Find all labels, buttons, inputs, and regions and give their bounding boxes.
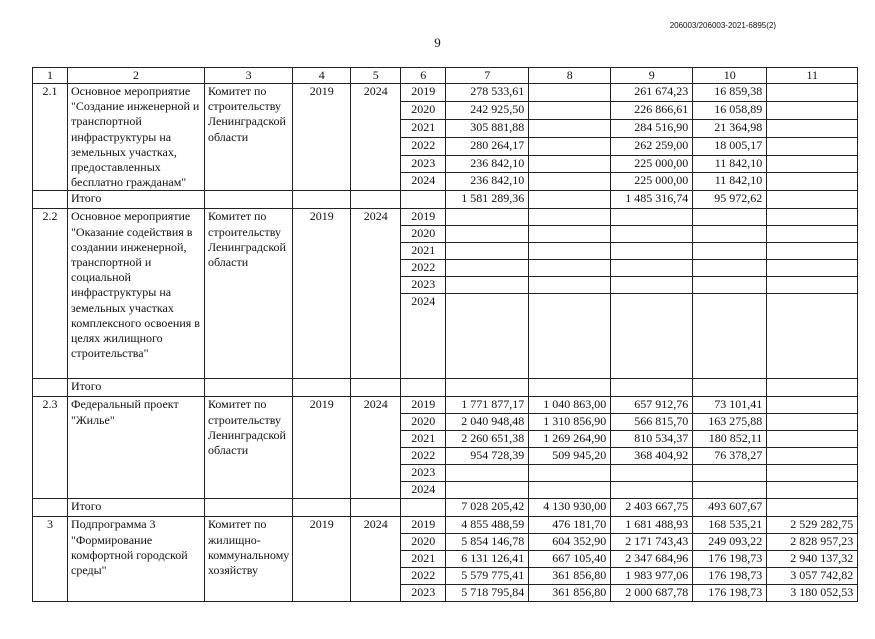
header-cell: 10: [693, 68, 767, 84]
end-year: 2024: [351, 397, 401, 499]
year-cell: 2021: [401, 431, 446, 448]
year-cell: 2021: [401, 551, 446, 568]
value-cell: [529, 173, 611, 191]
value-cell: [529, 260, 611, 277]
executor: Комитет по строительству Ленинградской области: [205, 209, 293, 379]
value-cell: 2 940 137,32: [767, 551, 858, 568]
value-cell: 236 842,10: [446, 155, 529, 173]
value-cell: 11 842,10: [693, 173, 767, 191]
total-value: 1 485 316,74: [611, 191, 693, 209]
end-year: 2024: [351, 209, 401, 379]
value-cell: [693, 465, 767, 482]
total-empty-cell: [293, 191, 351, 209]
table-row: [33, 84, 858, 102]
total-value: [446, 379, 529, 397]
value-cell: 361 856,80: [529, 585, 611, 602]
value-cell: 225 000,00: [611, 155, 693, 173]
year-cell: 2019: [401, 209, 446, 226]
value-cell: [529, 119, 611, 137]
header-cell: 1: [33, 68, 68, 84]
total-value: [767, 379, 858, 397]
value-cell: 3 057 742,82: [767, 568, 858, 585]
total-value: 2 403 667,75: [611, 499, 693, 517]
value-cell: [767, 84, 858, 102]
header-cell: 5: [351, 68, 401, 84]
value-cell: [767, 465, 858, 482]
header-cell: 6: [401, 68, 446, 84]
table-row: [33, 397, 858, 414]
value-cell: [529, 101, 611, 119]
total-num-cell: [33, 499, 68, 517]
header-cell: 3: [205, 68, 293, 84]
value-cell: 11 842,10: [693, 155, 767, 173]
value-cell: [767, 448, 858, 465]
value-cell: 361 856,80: [529, 568, 611, 585]
value-cell: [529, 226, 611, 243]
value-cell: 262 259,00: [611, 137, 693, 155]
value-cell: 1 983 977,06: [611, 568, 693, 585]
value-cell: [611, 226, 693, 243]
value-cell: [767, 155, 858, 173]
total-value: [529, 191, 611, 209]
value-cell: [767, 173, 858, 191]
value-cell: [446, 482, 529, 499]
value-cell: 6 131 126,41: [446, 551, 529, 568]
section-description: Основное мероприятие "Создание инженерной и транспортной инфраструктуры на земельных участках, предоставленных бесплатно гражданам": [68, 84, 205, 191]
total-empty-cell: [293, 499, 351, 517]
section-description: Федеральный проект "Жилье": [68, 397, 205, 499]
value-cell: 76 378,27: [693, 448, 767, 465]
value-cell: 1 771 877,17: [446, 397, 529, 414]
value-cell: [446, 209, 529, 226]
value-cell: 5 854 146,78: [446, 534, 529, 551]
year-cell: 2022: [401, 568, 446, 585]
executor: Комитет по строительству Ленинградской области: [205, 84, 293, 191]
value-cell: [767, 431, 858, 448]
value-cell: 2 828 957,23: [767, 534, 858, 551]
end-year: 2024: [351, 84, 401, 191]
value-cell: [529, 465, 611, 482]
total-empty-cell: [351, 379, 401, 397]
value-cell: [529, 294, 611, 379]
value-cell: [611, 277, 693, 294]
value-cell: [693, 243, 767, 260]
value-cell: 236 842,10: [446, 173, 529, 191]
total-value: [767, 499, 858, 517]
total-empty-cell: [351, 499, 401, 517]
total-empty-cell: [401, 379, 446, 397]
value-cell: [611, 465, 693, 482]
value-cell: 176 198,73: [693, 551, 767, 568]
section-description: Подпрограмма 3 "Формирование комфортной городской среды": [68, 517, 205, 602]
total-empty-cell: [293, 379, 351, 397]
value-cell: [446, 277, 529, 294]
total-num-cell: [33, 191, 68, 209]
value-cell: [529, 277, 611, 294]
year-cell: 2019: [401, 517, 446, 534]
total-row: [33, 191, 858, 209]
value-cell: 261 674,23: [611, 84, 693, 102]
year-cell: 2023: [401, 465, 446, 482]
total-empty-cell: [205, 379, 293, 397]
total-label: Итого: [68, 191, 205, 209]
value-cell: [693, 482, 767, 499]
value-cell: [529, 155, 611, 173]
value-cell: 73 101,41: [693, 397, 767, 414]
value-cell: [767, 414, 858, 431]
value-cell: [767, 260, 858, 277]
value-cell: [446, 243, 529, 260]
total-num-cell: [33, 379, 68, 397]
value-cell: [767, 277, 858, 294]
value-cell: [611, 260, 693, 277]
total-label: Итого: [68, 499, 205, 517]
end-year: 2024: [351, 517, 401, 602]
value-cell: 2 171 743,43: [611, 534, 693, 551]
value-cell: 2 260 651,38: [446, 431, 529, 448]
header-cell: 9: [611, 68, 693, 84]
value-cell: 1 269 264,90: [529, 431, 611, 448]
value-cell: [693, 209, 767, 226]
value-cell: [767, 119, 858, 137]
total-value: 493 607,67: [693, 499, 767, 517]
start-year: 2019: [293, 84, 351, 191]
value-cell: [611, 482, 693, 499]
value-cell: 566 815,70: [611, 414, 693, 431]
year-cell: 2024: [401, 294, 446, 379]
value-cell: [529, 482, 611, 499]
value-cell: 4 855 488,59: [446, 517, 529, 534]
header-cell: 11: [767, 68, 858, 84]
header-cell: 7: [446, 68, 529, 84]
year-cell: 2024: [401, 482, 446, 499]
value-cell: 176 198,73: [693, 568, 767, 585]
year-cell: 2020: [401, 414, 446, 431]
value-cell: [767, 482, 858, 499]
value-cell: 476 181,70: [529, 517, 611, 534]
value-cell: 2 000 687,78: [611, 585, 693, 602]
value-cell: [767, 294, 858, 379]
year-cell: 2021: [401, 243, 446, 260]
value-cell: 176 198,73: [693, 585, 767, 602]
year-cell: 2020: [401, 534, 446, 551]
total-row: [33, 379, 858, 397]
header-cell: 4: [293, 68, 351, 84]
header-row: [33, 68, 858, 84]
value-cell: [611, 243, 693, 260]
total-value: [767, 191, 858, 209]
year-cell: 2024: [401, 173, 446, 191]
start-year: 2019: [293, 517, 351, 602]
value-cell: 168 535,21: [693, 517, 767, 534]
year-cell: 2023: [401, 277, 446, 294]
year-cell: 2020: [401, 226, 446, 243]
table-row: [33, 517, 858, 534]
value-cell: 667 105,40: [529, 551, 611, 568]
value-cell: [529, 209, 611, 226]
value-cell: [767, 209, 858, 226]
value-cell: [767, 243, 858, 260]
value-cell: 225 000,00: [611, 173, 693, 191]
value-cell: 509 945,20: [529, 448, 611, 465]
value-cell: [767, 397, 858, 414]
value-cell: [529, 137, 611, 155]
executor: Комитет по жилищно-коммунальному хозяйству: [205, 517, 293, 602]
value-cell: [446, 226, 529, 243]
total-value: 1 581 289,36: [446, 191, 529, 209]
total-empty-cell: [351, 191, 401, 209]
value-cell: [611, 209, 693, 226]
value-cell: 1 040 863,00: [529, 397, 611, 414]
value-cell: 16 058,89: [693, 101, 767, 119]
total-empty-cell: [205, 499, 293, 517]
value-cell: 657 912,76: [611, 397, 693, 414]
document-id: 206003/206003-2021-6895(2): [669, 21, 776, 30]
section-number: 2.1: [33, 84, 68, 191]
value-cell: [693, 226, 767, 243]
value-cell: [767, 137, 858, 155]
year-cell: 2021: [401, 119, 446, 137]
section-number: 2.3: [33, 397, 68, 499]
value-cell: 5 718 795,84: [446, 585, 529, 602]
table-row: [33, 209, 858, 226]
value-cell: 305 881,88: [446, 119, 529, 137]
value-cell: 5 579 775,41: [446, 568, 529, 585]
total-row: [33, 499, 858, 517]
value-cell: 368 404,92: [611, 448, 693, 465]
budget-table: [32, 67, 858, 602]
value-cell: 3 180 052,53: [767, 585, 858, 602]
value-cell: 604 352,90: [529, 534, 611, 551]
value-cell: [693, 260, 767, 277]
value-cell: [693, 277, 767, 294]
section-description: Основное мероприятие "Оказание содействия в создании инженерной, транспортной и социальной инфраструктуры на земельных участках комплексного освоения в целях жилищного строительства": [68, 209, 205, 379]
value-cell: [529, 243, 611, 260]
value-cell: 278 533,61: [446, 84, 529, 102]
value-cell: [529, 84, 611, 102]
total-empty-cell: [401, 499, 446, 517]
header-cell: 2: [68, 68, 205, 84]
value-cell: 1 681 488,93: [611, 517, 693, 534]
value-cell: 226 866,61: [611, 101, 693, 119]
value-cell: [446, 294, 529, 379]
value-cell: 21 364,98: [693, 119, 767, 137]
value-cell: 180 852,11: [693, 431, 767, 448]
year-cell: 2019: [401, 397, 446, 414]
total-value: [693, 379, 767, 397]
year-cell: 2022: [401, 137, 446, 155]
page-number: 9: [434, 35, 441, 50]
value-cell: [693, 294, 767, 379]
value-cell: 249 093,22: [693, 534, 767, 551]
value-cell: 163 275,88: [693, 414, 767, 431]
year-cell: 2022: [401, 448, 446, 465]
year-cell: 2022: [401, 260, 446, 277]
value-cell: [446, 465, 529, 482]
value-cell: 18 005,17: [693, 137, 767, 155]
executor: Комитет по строительству Ленинградской области: [205, 397, 293, 499]
year-cell: 2020: [401, 101, 446, 119]
header-cell: 8: [529, 68, 611, 84]
start-year: 2019: [293, 209, 351, 379]
section-number: 2.2: [33, 209, 68, 379]
value-cell: 810 534,37: [611, 431, 693, 448]
value-cell: 2 347 684,96: [611, 551, 693, 568]
value-cell: 954 728,39: [446, 448, 529, 465]
total-empty-cell: [205, 191, 293, 209]
value-cell: [446, 260, 529, 277]
start-year: 2019: [293, 397, 351, 499]
total-empty-cell: [401, 191, 446, 209]
value-cell: 284 516,90: [611, 119, 693, 137]
total-value: 95 972,62: [693, 191, 767, 209]
value-cell: 2 529 282,75: [767, 517, 858, 534]
value-cell: [611, 294, 693, 379]
value-cell: 2 040 948,48: [446, 414, 529, 431]
section-number: 3: [33, 517, 68, 602]
value-cell: [767, 101, 858, 119]
total-label: Итого: [68, 379, 205, 397]
value-cell: [767, 226, 858, 243]
year-cell: 2019: [401, 84, 446, 102]
value-cell: 1 310 856,90: [529, 414, 611, 431]
year-cell: 2023: [401, 155, 446, 173]
total-value: [529, 379, 611, 397]
year-cell: 2023: [401, 585, 446, 602]
value-cell: 280 264,17: [446, 137, 529, 155]
total-value: [611, 379, 693, 397]
value-cell: 242 925,50: [446, 101, 529, 119]
total-value: 7 028 205,42: [446, 499, 529, 517]
value-cell: 16 859,38: [693, 84, 767, 102]
total-value: 4 130 930,00: [529, 499, 611, 517]
